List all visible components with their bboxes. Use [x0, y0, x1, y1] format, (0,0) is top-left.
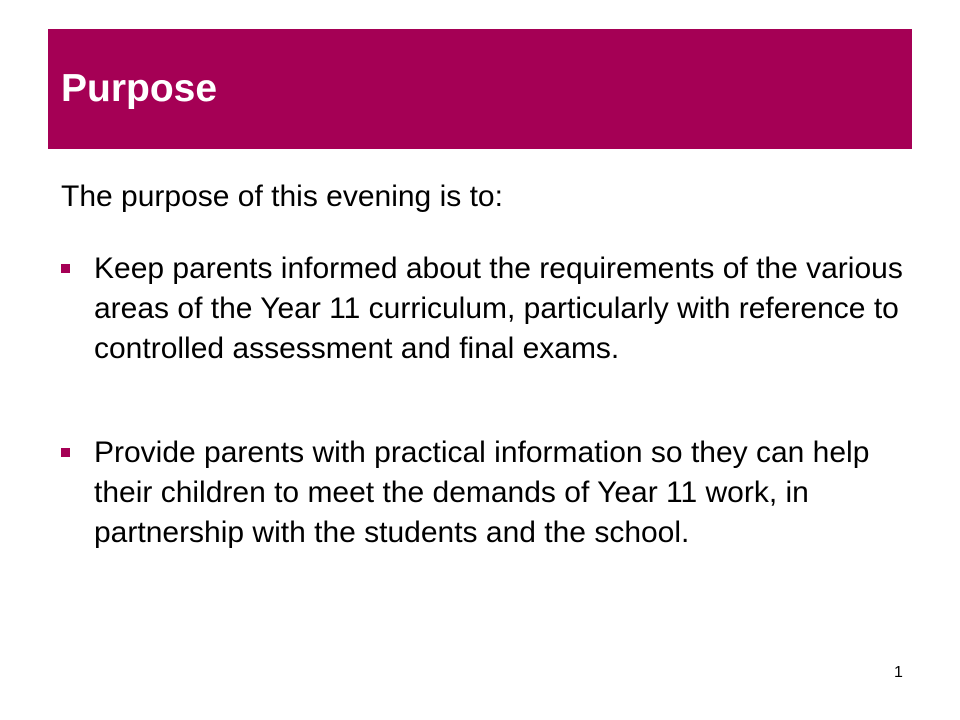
bullet-text: Keep parents informed about the requirements of the various areas of the Year 11 curriculum, particularly with reference to controlled assessment and final exams.	[94, 252, 903, 365]
bullet-list	[61, 249, 921, 617]
bullet-text: Provide parents with practical information so they can help their children to meet the demands of Year 11 work, in partnership with the students and the school.	[94, 436, 870, 549]
slide-number: 1	[894, 664, 903, 681]
intro-text: The purpose of this evening is to:	[61, 180, 503, 213]
title-bar	[48, 29, 912, 149]
bullet-item	[61, 433, 921, 553]
square-bullet-icon	[61, 264, 70, 273]
slide-title: Purpose	[61, 67, 218, 110]
square-bullet-icon	[61, 448, 70, 457]
bullet-item	[61, 249, 921, 369]
